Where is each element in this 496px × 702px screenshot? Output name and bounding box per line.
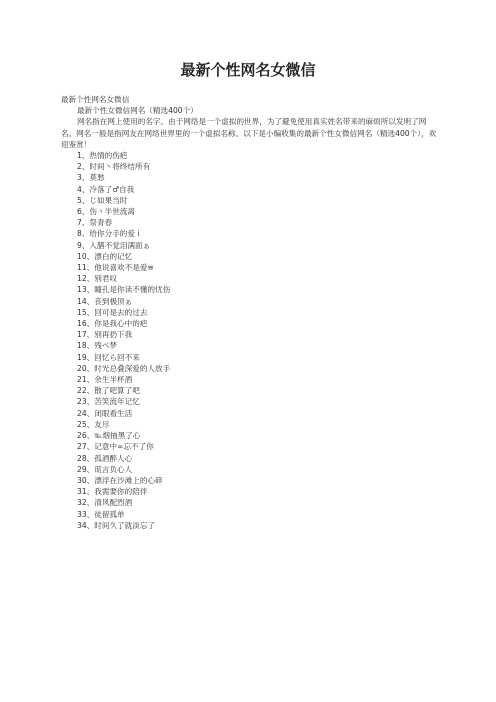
list-item: 12、别君叹 xyxy=(77,274,118,284)
document-body xyxy=(61,94,441,531)
document-subtitle: 最新个性女微信网名（精选400个） xyxy=(77,106,198,116)
list-item: 22、散了吧算了吧 xyxy=(77,386,140,396)
list-item: 29、谎言负心人 xyxy=(77,464,133,474)
list-item: 18、残べ梦 xyxy=(77,341,118,351)
list-item: 1、热情的伤疤 xyxy=(77,151,128,161)
list-item: 30、漂浮在沙滩上的心碎 xyxy=(77,475,163,485)
list-item: 11、他说喜欢不是爱≡ xyxy=(77,263,154,273)
list-item: 28、孤酒醉人心 xyxy=(77,453,133,463)
list-item: 4、冷落了♂自我 xyxy=(77,184,135,194)
list-item: 6、伤丶半世流离 xyxy=(77,207,135,217)
list-item: 26、℡烟抽黑了心 xyxy=(77,431,141,441)
list-item: 24、闭眼看生活 xyxy=(77,408,133,418)
list-item: 33、徒留孤单 xyxy=(77,509,125,519)
list-item: 34、时间久了就淡忘了 xyxy=(77,520,156,530)
list-item: 31、我需要你的陪伴 xyxy=(77,487,148,497)
list-item: 15、回可是去的过去 xyxy=(77,307,148,317)
list-item: 32、清风配烈酒 xyxy=(77,498,133,508)
document-title: 最新个性网名女微信 xyxy=(180,61,316,79)
list-item: 16、你是我心中的疤 xyxy=(77,319,148,329)
list-item: 20、时光总叠深爱的人放手 xyxy=(77,363,171,373)
list-item: 3、莫愁 xyxy=(77,173,105,183)
list-item: 9、入膳不觉泪满面ぁ xyxy=(77,240,151,250)
list-item: 23、苦笑流年记忆 xyxy=(77,397,140,407)
nickname-list xyxy=(61,150,441,531)
intro-paragraph: 网名指在网上使用的名字。由于网络是一个虚拟的世界，为了避免使用真实姓名带来的麻烦所以发明了网名。网名一般是指网友在网络世界里的一个虚拟名称。以下是小编收集的最新个性女微信网名（精选400个），欢迎鉴赏！ xyxy=(61,117,437,149)
list-item: 27、记意中∞忘不了你 xyxy=(77,442,154,452)
list-item: 14、丧到极顶ぁ xyxy=(77,296,133,306)
list-item: 25、友尽 xyxy=(77,419,110,429)
list-item: 21、余生半杯酒 xyxy=(77,375,133,385)
list-item: 2、时间丶将终结所有 xyxy=(77,162,151,172)
list-item: 10、漂白的记忆 xyxy=(77,251,133,261)
list-item: 17、别再扔下我 xyxy=(77,330,133,340)
list-item: 7、祭青春 xyxy=(77,218,113,228)
list-item: 19、回忆ら回不来 xyxy=(77,352,140,362)
list-item: 8、给你分手的爱 i xyxy=(77,229,140,239)
list-item: 13、瞳孔是你读不懂的忧伤 xyxy=(77,285,171,295)
list-item: 5、じ如果当时 xyxy=(77,195,128,205)
header-line: 最新个性网名女微信 xyxy=(61,95,130,104)
